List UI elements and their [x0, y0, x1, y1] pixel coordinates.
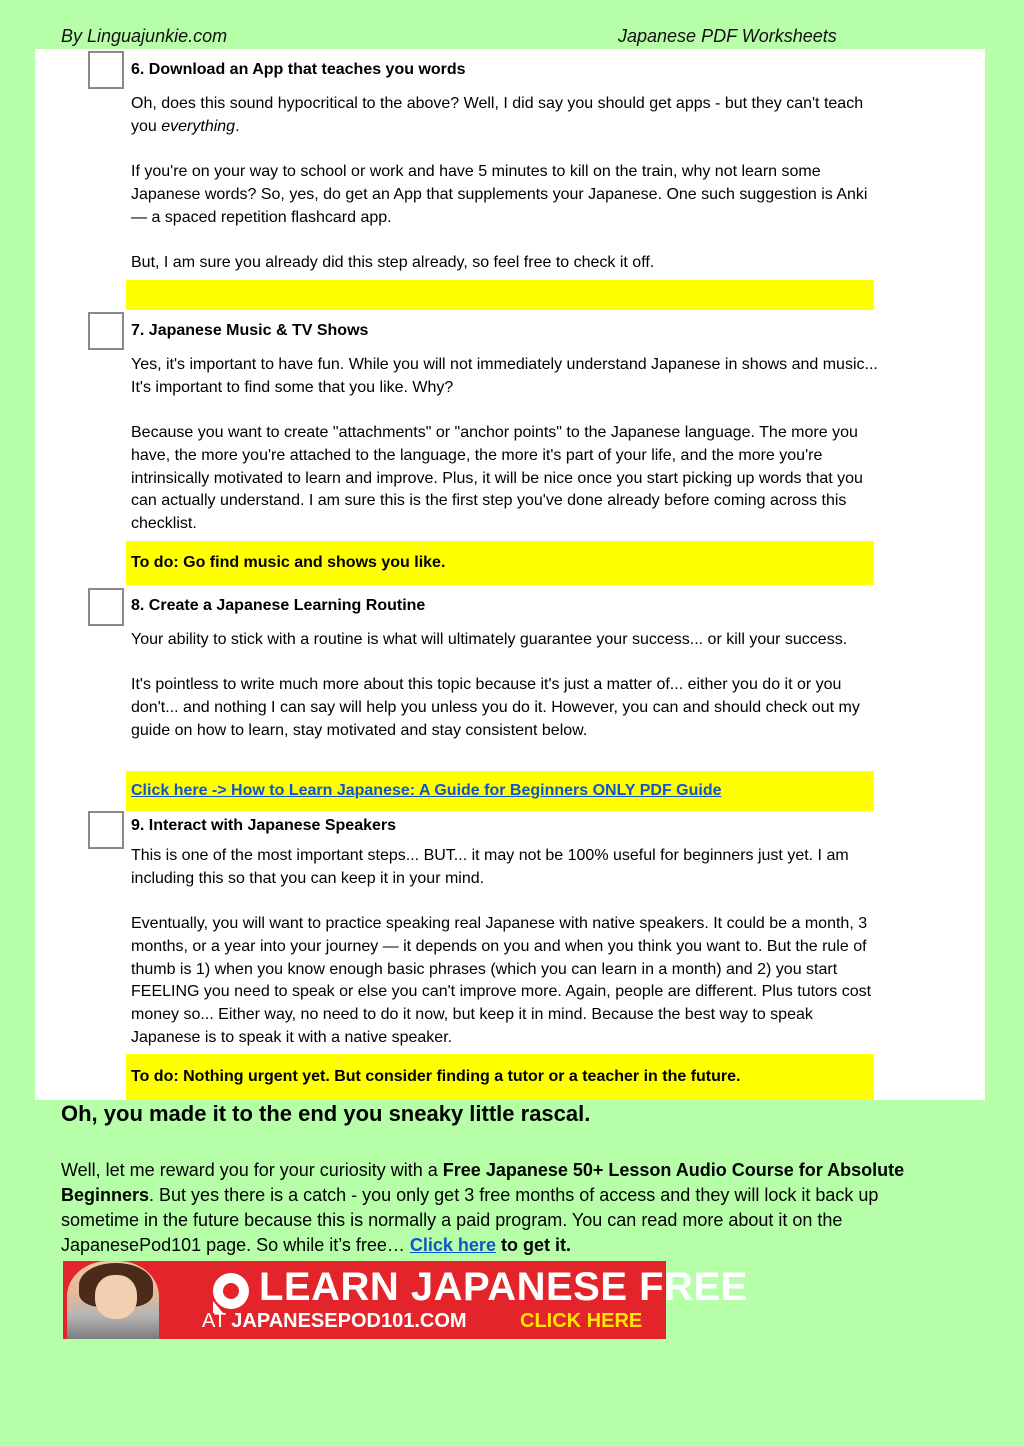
paragraph — [131, 93, 881, 138]
click-here-link[interactable]: Click here — [409, 1235, 496, 1255]
section-title-9: 9. Interact with Japanese Speakers — [131, 817, 397, 834]
section-title-7: 7. Japanese Music & TV Shows — [131, 322, 369, 339]
section-body-6 — [131, 93, 881, 275]
ending-text — [61, 1158, 961, 1258]
section-title-6: 6. Download an App that teaches you words — [131, 61, 466, 78]
ending-after-link: to get it. — [495, 1235, 571, 1255]
banner-person-image — [67, 1261, 159, 1339]
header-site: By Linguajunkie.com — [61, 26, 228, 46]
banner-domain: JAPANESEPOD101.COM — [231, 1310, 467, 1332]
section-body-7 — [131, 354, 881, 536]
paragraph: This is one of the most important steps... BUT... it may not be 100% useful for beginners just yet. I am including this so that you can keep it in your mind. — [131, 847, 849, 887]
paragraph: Yes, it's important to have fun. While you will not immediately understand Japanese in shows and music... It's important to find some that you like. Why? — [131, 356, 878, 396]
checkbox-step-9[interactable] — [88, 811, 124, 849]
ending-middle: . But yes there is a catch - you only get 3 free months of access and they will lock it back up sometime in the future because this is normally a paid program. You can read more about it on the JapanesePod101 page. So while it’s free… — [61, 1185, 879, 1255]
face-shape — [95, 1275, 137, 1319]
header-title: Japanese PDF Worksheets — [618, 26, 837, 46]
checkbox-step-8[interactable] — [88, 588, 124, 626]
emphasis-word: everything — [161, 117, 236, 135]
section-body-8 — [131, 629, 881, 743]
banner-headline: LEARN JAPANESE FREE — [259, 1265, 748, 1309]
checkbox-step-7[interactable] — [88, 312, 124, 350]
checkbox-step-6[interactable] — [88, 51, 124, 89]
section-body-9 — [131, 845, 881, 1049]
banner-click-here: CLICK HERE — [520, 1310, 643, 1332]
checklist-panel — [35, 49, 985, 1100]
todo-box-7: To do: Go find music and shows you like. — [126, 541, 874, 585]
ending-title: Oh, you made it to the end you sneaky little rascal. — [61, 1101, 591, 1126]
section-title-8: 8. Create a Japanese Learning Routine — [131, 597, 426, 614]
paragraph: It's pointless to write much more about this topic because it's just a matter of... either you do it or you don't... and nothing I can say will help you unless you do it. However, you can and should check out my guide on how to learn, stay motivated and stay consistent below. — [131, 676, 860, 739]
paragraph: Your ability to stick with a routine is what will ultimately guarantee your success... or kill your success. — [131, 631, 848, 648]
course-name: Free Japanese 50+ Lesson Audio Course for Absolute Beginners — [61, 1160, 905, 1205]
paragraph: If you're on your way to school or work and have 5 minutes to kill on the train, why not learn some Japanese words? So, yes, do get an App that supplements your Japanese. One such suggestion is Anki — a spaced repetition flashcard app. — [131, 163, 868, 226]
japanesepod-banner[interactable] — [63, 1261, 748, 1339]
banner-site — [202, 1310, 467, 1333]
guide-link[interactable]: Click here -> How to Learn Japanese: A Guide for Beginners ONLY PDF Guide — [131, 782, 722, 799]
banner-at: AT — [202, 1310, 232, 1332]
todo-box-9: To do: Nothing urgent yet. But consider finding a tutor or a teacher in the future. — [126, 1054, 874, 1100]
paragraph: Eventually, you will want to practice speaking real Japanese with native speakers. It could be a month, 3 months, or a year into your journey — it depends on you and when you think you want to. But the rule of thumb is 1) when you know enough basic phrases (which you can learn in a month) and 2) you start FEELING you need to speak or else you can't improve more. Again, people are different. Plus tutors cost money so... Either way, no need to do it now, but keep it in mind. Because the best way to speak Japanese is to speak it with a native speaker. — [131, 915, 872, 1046]
ending-intro: Well, let me reward you for your curiosity with a — [61, 1160, 443, 1180]
paragraph: Because you want to create "attachments" or "anchor points" to the Japanese language. The more you have, the more you're attached to the language, the more it's part of your life, and the more you're intrinsically motivated to learn and improve. Plus, it will be nice once you start picking up words that you can actually understand. I am sure this is the first step you've done already before coming across this checklist. — [131, 424, 863, 532]
todo-box-6 — [126, 280, 874, 310]
paragraph: But, I am sure you already did this step already, so feel free to check it off. — [131, 253, 655, 271]
link-box-8 — [126, 771, 874, 811]
paragraph-text: Oh, does this sound hypocritical to the above? Well, I did say you should get apps - but they can't teach you everything. — [131, 95, 864, 135]
